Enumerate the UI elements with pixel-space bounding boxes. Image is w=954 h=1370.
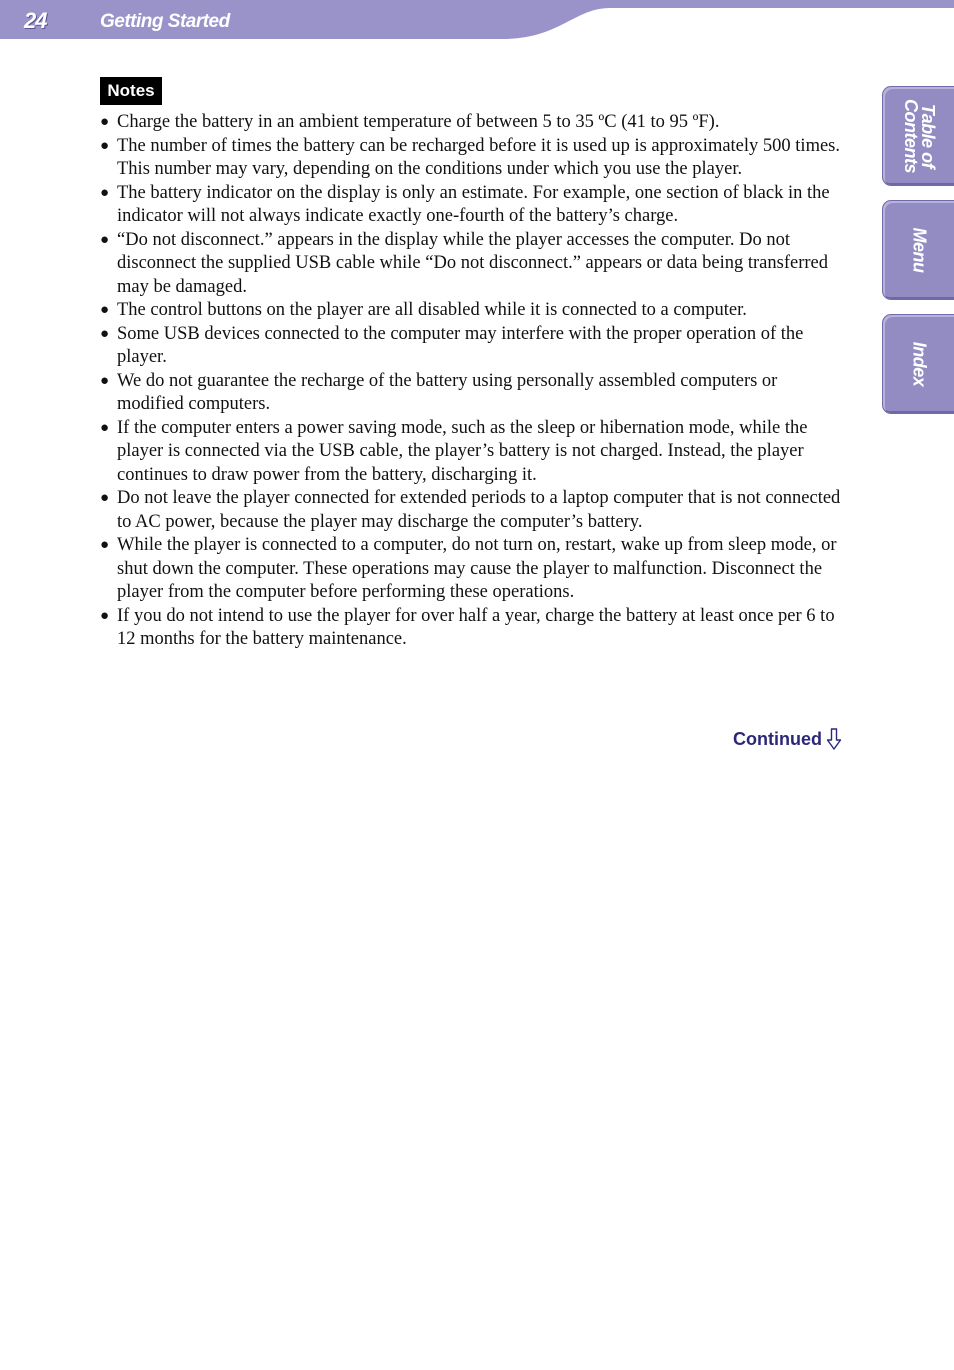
tab-label-menu: Menu [909, 227, 930, 273]
bullet-icon: ● [100, 231, 110, 248]
section-title: Getting Started [100, 11, 230, 32]
note-text: While the player is connected to a computer, do not turn on, restart, wake up from sleep mode, or shut down the computer. These operations may cause the player to malfunction. Disconnect the player from the computer before performing these operations. [117, 535, 837, 602]
bullet-icon: ● [100, 607, 110, 624]
list-item [100, 487, 848, 534]
list-item [100, 229, 848, 300]
bullet-icon: ● [100, 372, 110, 389]
continued-label: Continued [733, 728, 822, 749]
tab-menu[interactable] [882, 200, 954, 300]
note-text: “Do not disconnect.” appears in the display while the player accesses the computer. Do not disconnect the supplied USB cable while “Do not disconnect.” appears or data being transferred may be damaged. [117, 229, 828, 297]
bullet-icon: ● [100, 537, 110, 553]
note-text: Do not leave the player connected for extended periods to a laptop computer that is not connected to AC power, because the player may discharge the computer’s battery. [117, 488, 841, 532]
list-item [100, 135, 848, 182]
note-text: The number of times the battery can be recharged before it is used up is approximately 500 times. This number may vary, depending on the conditions under which you use the player. [117, 135, 840, 179]
tab-label-index: Index [909, 341, 930, 387]
continued-link[interactable] [733, 728, 842, 750]
list-item [100, 370, 848, 417]
list-item [100, 323, 848, 370]
note-text: Some USB devices connected to the computer may interfere with the proper operation of the player. [117, 323, 804, 367]
page-number: 24 [24, 8, 47, 33]
note-text: The control buttons on the player are all disabled while it is connected to a computer. [117, 300, 747, 320]
note-text: If the computer enters a power saving mode, such as the sleep or hibernation mode, while the player is connected via the USB cable, the player’s battery is not charged. Instead, the player continues to draw power from the battery, discharging it. [117, 417, 808, 485]
bullet-icon: ● [100, 419, 110, 436]
notes-list [100, 111, 848, 652]
notes-heading: Notes [100, 77, 162, 105]
arrow-down-icon [826, 728, 842, 750]
list-item [100, 605, 848, 652]
list-item [100, 417, 848, 488]
list-item [100, 182, 848, 229]
tab-table-of-contents[interactable] [882, 86, 954, 186]
note-text: We do not guarantee the recharge of the battery using personally assembled computers or modified computers. [117, 370, 778, 414]
bullet-icon: ● [100, 490, 110, 506]
bullet-icon: ● [100, 114, 110, 130]
list-item [100, 534, 848, 605]
list-item [100, 299, 848, 323]
note-text: Charge the battery in an ambient temperature of between 5 to 35 ºC (41 to 95 ºF). [117, 112, 720, 132]
bullet-icon: ● [100, 325, 110, 342]
tab-label-table-of-contents: Table of Contents [901, 99, 938, 173]
tab-index[interactable] [882, 314, 954, 414]
list-item [100, 111, 848, 135]
note-text: The battery indicator on the display is only an estimate. For example, one section of black in the indicator will not always indicate exactly one-fourth of the battery’s charge. [117, 182, 830, 226]
bullet-icon: ● [100, 137, 110, 154]
note-text: If you do not intend to use the player for over half a year, charge the battery at least once per 6 to 12 months for the battery maintenance. [117, 605, 835, 649]
bullet-icon: ● [100, 184, 110, 201]
bullet-icon: ● [100, 302, 110, 318]
